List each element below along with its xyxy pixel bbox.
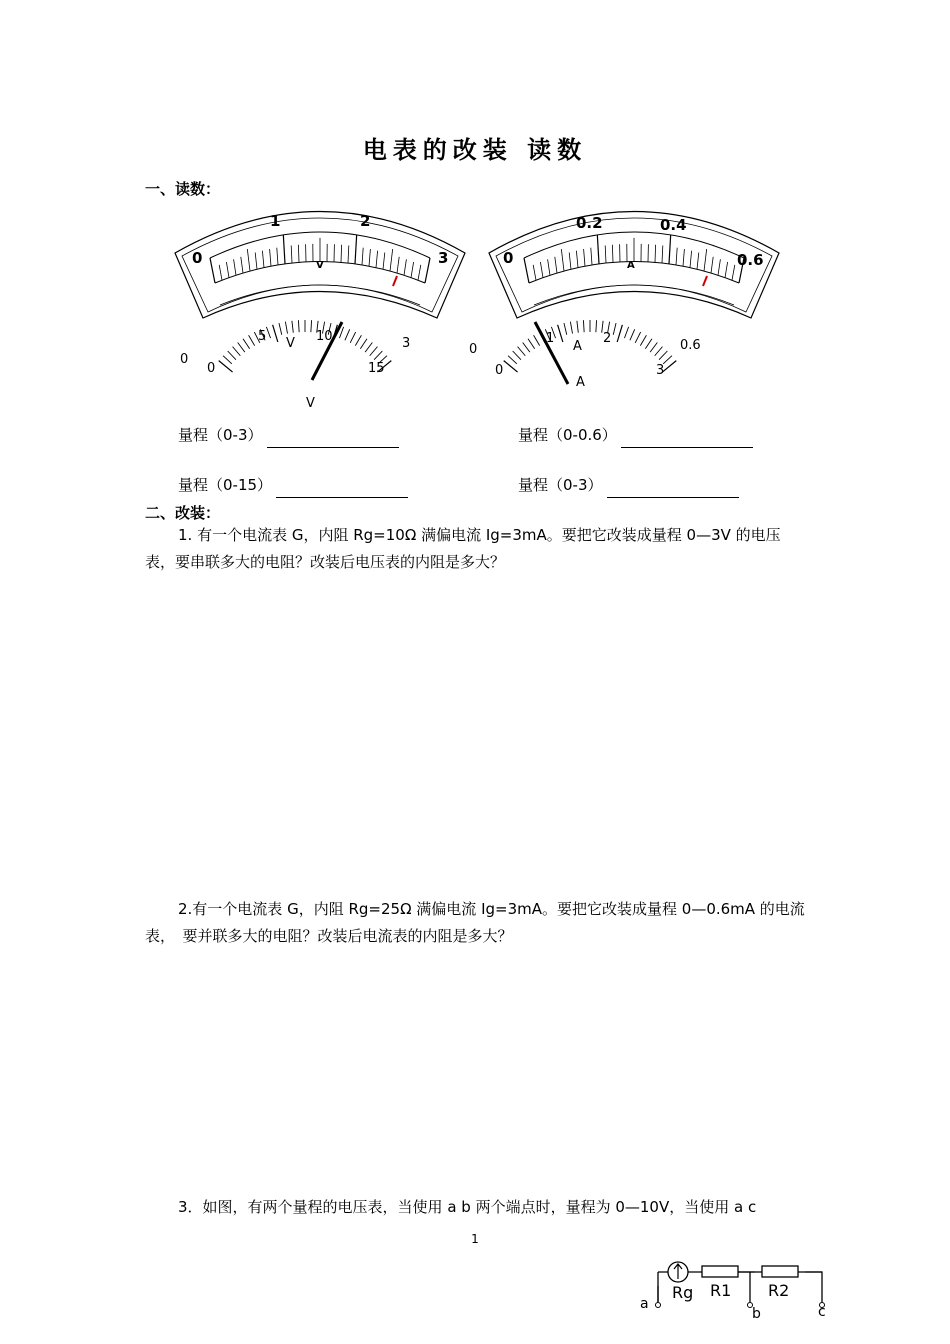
voltmeter-dial-tick: [285, 322, 287, 334]
ammeter-scale-tick: [612, 245, 613, 263]
voltmeter-tick-1: 1: [270, 212, 281, 230]
ammeter-scale-tick: [605, 246, 606, 264]
ammeter-dial-outer-0: 0: [469, 342, 478, 357]
resistor-r1-icon: [702, 1266, 738, 1277]
terminal-a-icon: [656, 1303, 661, 1308]
terminal-c-label: c: [818, 1304, 826, 1320]
ammeter-dial-tick: [640, 335, 646, 345]
voltmeter-dial-tick: [223, 356, 232, 364]
ammeter-dial-inner-0: 0: [495, 363, 504, 378]
ammeter-dial-tick: [570, 322, 572, 334]
terminal-b-label: b: [752, 1306, 761, 1322]
ammeter-scale-tick: [732, 265, 735, 280]
ammeter-scale-tick: [655, 245, 656, 263]
ammeter-dial-tick: [645, 339, 652, 349]
ammeter-dial-unit-lower: A: [576, 375, 585, 390]
voltmeter-dial-tick: [228, 351, 236, 360]
ammeter-dial-tick: [630, 329, 635, 340]
ammeter-dial-outer-0.6: 0.6: [680, 338, 701, 353]
voltmeter-dial-tick: [238, 343, 245, 353]
voltmeter-dial-tick: [360, 339, 367, 349]
meter-faces: [0, 0, 950, 420]
ammeter-dial-tick: [523, 343, 530, 353]
range-a-large-label: 量程（0-3）: [518, 476, 603, 494]
voltmeter-scale-tick: [262, 251, 264, 268]
voltmeter-scale-tick: [234, 259, 236, 275]
range-a-large: [518, 472, 739, 498]
voltmeter-dial-tick: [345, 329, 350, 340]
voltmeter-dial-tick: [249, 335, 255, 345]
ammeter-dial-tick: [624, 327, 628, 338]
label-rg: Rg: [672, 1283, 694, 1302]
voltmeter-scale-tick: [411, 262, 414, 278]
ammeter-dial-tick: [508, 356, 517, 364]
answer-blank-a-small[interactable]: [621, 431, 753, 448]
ammeter-dial-inner-3: 3: [656, 363, 665, 378]
ammeter-dial-tick: [583, 320, 584, 332]
page-title: 电表的改装 读数: [362, 135, 588, 164]
voltmeter-scale-tick: [376, 251, 378, 268]
label-r2: R2: [768, 1281, 790, 1300]
voltmeter-scale-tick: [277, 248, 278, 265]
ammeter-scale-tick: [690, 251, 692, 268]
voltmeter-scale-tick: [255, 253, 257, 270]
terminal-a-label: a: [640, 1296, 649, 1312]
ammeter-scale-tick: [711, 257, 713, 273]
ammeter-scale-tick: [584, 249, 585, 266]
ammeter-dial: [469, 320, 701, 390]
ammeter-scale-tick: [561, 249, 564, 271]
question-2: 2.有一个电流表 G，内阻 Rg=25Ω 满偏电流 Ig=3mA。要把它改装成量程 0—0.6mA 的电流表， 要并联多大的电阻？改装后电流表的内阻是多大？: [145, 900, 805, 945]
question-3: 3．如图，有两个量程的电压表，当使用 a b 两个端点时，量程为 0—10V，当使用 a c: [178, 1198, 757, 1216]
voltmeter-scale-tick: [270, 249, 271, 266]
answer-blank-a-large[interactable]: [607, 481, 739, 498]
ammeter-scale-tick: [697, 253, 699, 270]
range-v-large-label: 量程（0-15）: [178, 476, 273, 494]
voltmeter-scale-tick: [247, 249, 250, 271]
voltmeter-scale-tick: [298, 245, 299, 263]
ammeter-scale-tick: [662, 246, 663, 264]
voltmeter-scale-tick: [283, 235, 285, 264]
voltmeter-dial-tick: [243, 339, 250, 349]
voltmeter-tick-3: 3: [438, 249, 449, 267]
voltmeter-dial-inner-15: 15: [368, 361, 385, 376]
answer-blank-v-small[interactable]: [267, 431, 399, 448]
voltmeter-dial-inner-10: 10: [316, 329, 333, 344]
voltmeter-mirror-arc: [220, 285, 420, 305]
ammeter-dial-tick: [635, 332, 640, 343]
question-1: 1. 有一个电流表 G，内阻 Rg=10Ω 满偏电流 Ig=3mA。要把它改装成量程 0—3V 的电压表，要串联多大的电阻？改装后电压表的内阻是多大？: [145, 526, 781, 571]
ammeter-scale-tick: [540, 262, 543, 278]
ammeter-dial-tick: [534, 335, 540, 345]
ammeter-tick-0.4: 0.4: [660, 216, 687, 234]
section-heading-reading: 一、读数：: [145, 180, 221, 198]
page-number: 1: [471, 1232, 479, 1246]
ammeter-scale-tick: [555, 257, 557, 273]
ammeter-dial-tick: [650, 343, 657, 353]
ammeter-scale-tick: [569, 253, 571, 270]
voltmeter-tick-0: 0: [192, 249, 203, 267]
voltmeter-red-needle: [393, 276, 397, 286]
voltmeter-scale-tick: [341, 245, 342, 263]
voltmeter-scale-tick: [362, 248, 363, 265]
ammeter-dial-tick: [617, 325, 622, 342]
voltmeter-face: [175, 212, 465, 319]
voltmeter-dial-tick: [311, 320, 312, 332]
voltmeter-dial-tick: [292, 321, 293, 333]
ammeter-mirror-arc: [534, 285, 734, 305]
voltmeter-scale-tick: [418, 265, 421, 280]
voltmeter-scale-tick: [390, 249, 393, 271]
ammeter-dial-tick: [513, 351, 521, 360]
resistor-r2-icon: [762, 1266, 798, 1277]
ammeter-face: [489, 212, 779, 319]
circuit-diagram: [630, 1250, 840, 1344]
voltmeter-dial-tick: [273, 325, 278, 342]
voltmeter-unit: V: [316, 260, 324, 271]
ammeter-scale-tick: [718, 259, 720, 275]
voltmeter-dial-tick: [279, 323, 282, 335]
ammeter-dial-inner-1: 1: [546, 331, 555, 346]
ammeter-dial-tick: [577, 321, 578, 333]
voltmeter-dial-tick: [355, 335, 361, 345]
voltmeter-dial-inner-0: 0: [207, 361, 216, 376]
ammeter-dial-unit-upper: A: [573, 339, 582, 354]
ammeter-scale-tick: [591, 248, 592, 265]
voltmeter-scale-tick: [226, 262, 229, 278]
ammeter-dial-tick: [655, 347, 663, 356]
voltmeter-scale-tick: [383, 253, 385, 270]
voltmeter-dial-tick: [365, 343, 372, 353]
ammeter-scale-tick: [576, 251, 578, 268]
voltmeter-dial: [180, 320, 410, 411]
voltmeter-scale-tick: [425, 258, 430, 283]
voltmeter-scale-tick: [291, 246, 292, 264]
ammeter-unit: A: [627, 260, 635, 271]
voltmeter-dial-tick: [298, 320, 299, 332]
ammeter-scale-tick: [548, 259, 550, 275]
voltmeter-tick-2: 2: [360, 212, 371, 230]
label-r1: R1: [710, 1281, 732, 1300]
voltmeter-dial-outer-0: 0: [180, 352, 189, 367]
voltmeter-dial-tick: [374, 351, 382, 360]
ammeter-dial-tick: [558, 325, 563, 342]
ammeter-tick-0.6: 0.6: [737, 251, 764, 269]
ammeter-scale-tick: [597, 235, 599, 264]
ammeter-dial-inner-2: 2: [603, 331, 612, 346]
voltmeter-scale-tick: [241, 257, 243, 273]
ammeter-scale-tick: [524, 258, 529, 283]
range-a-small-label: 量程（0-0.6）: [518, 426, 617, 444]
ammeter-dial-tick: [596, 320, 597, 332]
ammeter-tick-0: 0: [503, 249, 514, 267]
ammeter-dial-tick: [528, 339, 535, 349]
voltmeter-dial-tick: [370, 347, 378, 356]
ammeter-dial-tick: [659, 351, 667, 360]
ammeter-dial-tick: [518, 347, 526, 356]
voltmeter-scale-tick: [355, 235, 357, 264]
voltmeter-scale-tick: [404, 259, 406, 275]
voltmeter-scale-tick: [369, 249, 370, 266]
ammeter-scale-tick: [683, 249, 684, 266]
range-v-small: [178, 422, 399, 448]
voltmeter-dial-tick: [266, 327, 270, 338]
voltmeter-scale-tick: [397, 257, 399, 273]
ammeter-scale-tick: [533, 265, 536, 280]
ammeter-scale-tick: [669, 235, 671, 264]
ammeter-scale-tick: [676, 248, 677, 265]
ammeter-red-needle: [703, 276, 707, 286]
voltmeter-dial-tick: [350, 332, 355, 343]
range-v-small-label: 量程（0-3）: [178, 426, 263, 444]
voltmeter-dial-tick: [233, 347, 241, 356]
section-heading-modification: 二、改装：: [145, 504, 221, 522]
ammeter-scale-tick: [704, 249, 707, 271]
voltmeter-scale-tick: [219, 265, 222, 280]
voltmeter-dial-outer-3: 3: [402, 336, 411, 351]
ammeter-scale-tick: [725, 262, 728, 278]
range-a-small: [518, 422, 753, 448]
ammeter-dial-tick: [663, 356, 672, 364]
answer-blank-v-large[interactable]: [276, 481, 408, 498]
voltmeter-dial-unit-lower: V: [306, 396, 315, 411]
ammeter-tick-0.2: 0.2: [576, 214, 603, 232]
voltmeter-dial-unit-upper: V: [286, 336, 295, 351]
ammeter-dial-tick: [613, 323, 616, 335]
voltmeter-dial-inner-5: 5: [258, 329, 267, 344]
voltmeter-scale-tick: [210, 258, 215, 283]
range-v-large: [178, 472, 408, 498]
ammeter-dial-tick: [564, 323, 567, 335]
voltmeter-scale-tick: [348, 246, 349, 264]
